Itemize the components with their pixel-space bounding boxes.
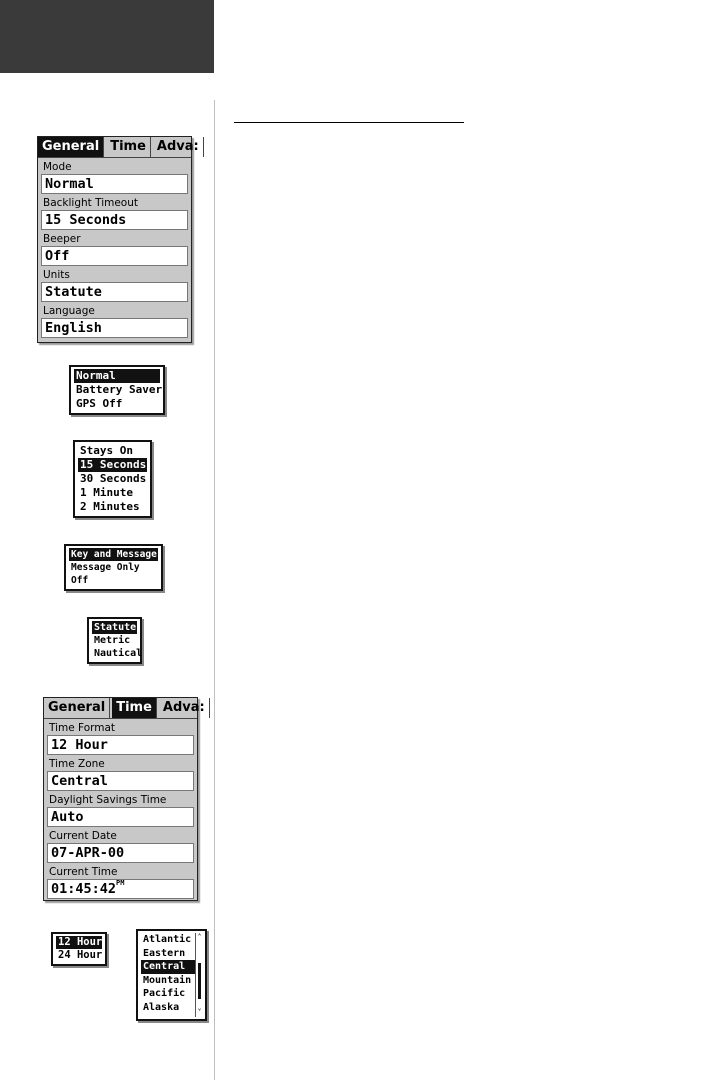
backlight-timeout-field[interactable]: 15 Seconds: [41, 210, 188, 230]
beeper-menu: [64, 544, 163, 591]
time-zone-option-atlantic[interactable]: Atlantic: [143, 934, 192, 945]
column-divider: [214, 100, 215, 1080]
current-time-field: [47, 879, 194, 899]
time-format-option-12-hour[interactable]: 12 Hour: [58, 936, 103, 948]
time-zone-option-central[interactable]: Central: [141, 960, 195, 974]
current-time-label: Current Time: [49, 866, 118, 878]
time-zone-option-pacific[interactable]: Pacific: [143, 988, 186, 999]
section-header-block: [0, 0, 214, 73]
units-option-statute[interactable]: Statute: [94, 622, 137, 633]
current-date-label: Current Date: [49, 830, 117, 842]
mode-option-normal[interactable]: Normal: [74, 369, 160, 383]
beeper-field[interactable]: Off: [41, 246, 188, 266]
scroll-up-arrow-icon[interactable]: ˄: [197, 933, 202, 942]
scroll-down-arrow-icon[interactable]: ˅: [197, 1008, 202, 1017]
tab-bar: [44, 698, 205, 719]
tab-advanced[interactable]: Adva:: [159, 698, 210, 718]
time-zone-scrollbar[interactable]: [195, 933, 203, 1017]
am-pm-indicator: PM: [116, 879, 125, 887]
tab-advanced[interactable]: Adva:: [153, 137, 204, 157]
beeper-label: Beeper: [43, 233, 81, 245]
time-zone-option-mountain[interactable]: Mountain: [143, 974, 192, 986]
mode-option-gps-off[interactable]: GPS Off: [76, 397, 123, 410]
time-format-label: Time Format: [49, 722, 116, 734]
mode-menu: [69, 365, 165, 415]
units-field[interactable]: Statute: [41, 282, 188, 302]
backlight-timeout-menu: [73, 440, 152, 518]
language-label: Language: [43, 305, 95, 317]
units-menu: [87, 617, 142, 664]
units-option-nautical[interactable]: Nautical: [94, 648, 143, 659]
tab-general[interactable]: General: [44, 698, 110, 718]
backlight-option-1-minute[interactable]: 1 Minute: [80, 486, 133, 499]
beeper-option-key-and-message[interactable]: Key and Message: [71, 549, 157, 560]
tab-time[interactable]: Time: [112, 698, 157, 718]
backlight-option-15-seconds[interactable]: 15 Seconds: [80, 458, 147, 471]
current-date-field: 07-APR-00: [47, 843, 194, 863]
tab-general[interactable]: General: [38, 137, 104, 157]
time-setup-panel: [43, 697, 205, 901]
time-zone-option-alaska[interactable]: Alaska: [143, 1001, 180, 1013]
time-format-option-24-hour[interactable]: 24 Hour: [58, 949, 103, 961]
time-zone-label: Time Zone: [49, 758, 105, 770]
time-format-menu: [51, 932, 107, 966]
time-zone-option-eastern[interactable]: Eastern: [143, 947, 186, 959]
units-label: Units: [43, 269, 70, 281]
mode-label: Mode: [43, 161, 72, 173]
backlight-option-2-minutes[interactable]: 2 Minutes: [80, 500, 140, 513]
mode-option-battery-saver[interactable]: Battery Saver: [76, 383, 163, 396]
time-zone-field[interactable]: Central: [47, 771, 194, 791]
daylight-savings-label: Daylight Savings Time: [49, 794, 167, 806]
backlight-option-30-seconds[interactable]: 30 Seconds: [80, 472, 147, 485]
tab-bar: [38, 137, 199, 158]
mode-field[interactable]: Normal: [41, 174, 188, 194]
beeper-option-off[interactable]: Off: [71, 575, 89, 586]
units-option-metric[interactable]: Metric: [94, 635, 131, 646]
heading-rule: [234, 122, 464, 123]
daylight-savings-field[interactable]: Auto: [47, 807, 194, 827]
beeper-option-message-only[interactable]: Message Only: [71, 562, 140, 573]
backlight-timeout-label: Backlight Timeout: [43, 197, 138, 209]
language-field[interactable]: English: [41, 318, 188, 338]
general-setup-panel: [37, 136, 199, 343]
tab-time[interactable]: Time: [106, 137, 151, 157]
time-format-field[interactable]: 12 Hour: [47, 735, 194, 755]
time-zone-menu: [136, 929, 207, 1021]
current-time-value: 01:45:42: [51, 881, 117, 897]
scrollbar-thumb[interactable]: [198, 963, 201, 999]
backlight-option-stays-on[interactable]: Stays On: [80, 444, 133, 457]
